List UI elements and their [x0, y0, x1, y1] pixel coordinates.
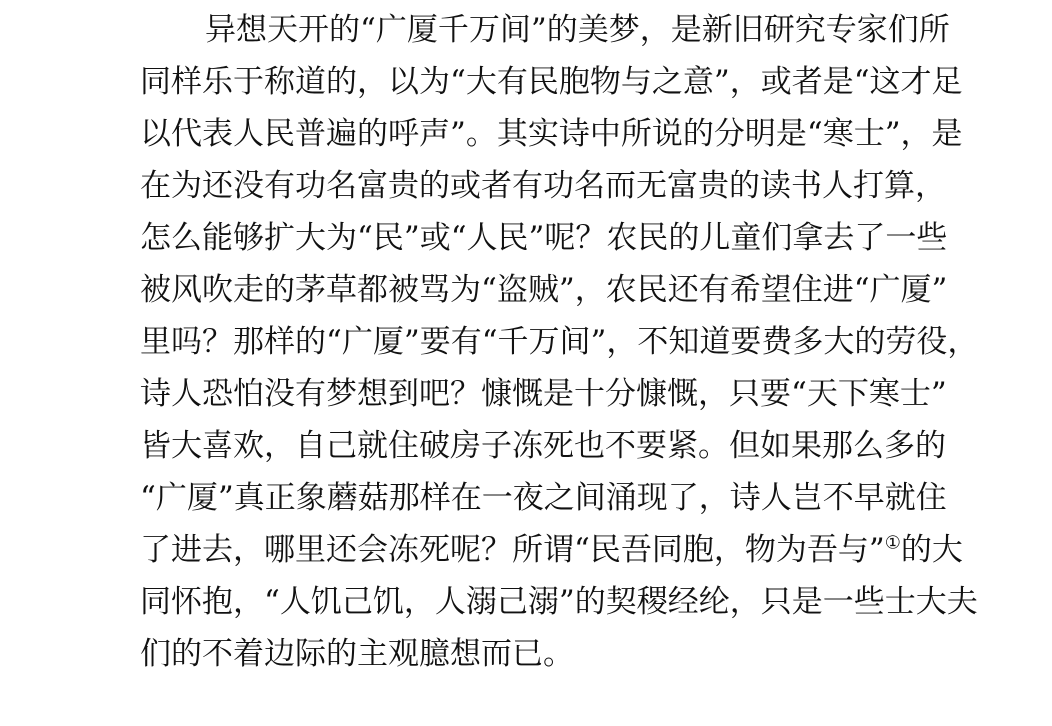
paragraph-line-5: 怎么能够扩大为“民”或“人民”呢？农民的儿童们拿去了一些 [140, 220, 948, 256]
paragraph-line-13: 们的不着边际的主观臆想而已。 [140, 636, 574, 672]
paragraph-line-12: 同怀抱，“人饥己饥，人溺己溺”的契稷经纶，只是一些士大夫 [140, 584, 978, 620]
paragraph-line-8: 诗人恐怕没有梦想到吧？慷慨是十分慷慨，只要“天下寒士” [140, 376, 947, 412]
paragraph-line-1: 异想天开的“广厦千万间”的美梦，是新旧研究专家们所 [205, 12, 950, 48]
paragraph-line-10: “广厦”真正象蘑菇那样在一夜之间涌现了，诗人岂不早就住 [140, 480, 947, 516]
paragraph-line-6: 被风吹走的茅草都被骂为“盗贼”，农民还有希望住进“广厦” [140, 272, 948, 308]
paragraph-line-2: 同样乐于称道的，以为“大有民胞物与之意”，或者是“这才足 [140, 64, 963, 100]
paragraph-line-3: 以代表人民普遍的呼声”。其实诗中所说的分明是“寒士”，是 [140, 116, 963, 152]
paragraph-line-11-tail: 的大 [900, 532, 963, 568]
paragraph-line-7: 里吗？那样的“广厦”要有“千万间”，不知道要费多大的劳役， [140, 324, 979, 360]
paragraph-line-4: 在为还没有功名富贵的或者有功名而无富贵的读书人打算， [140, 168, 946, 204]
paragraph-line-9: 皆大喜欢，自己就住破房子冻死也不要紧。但如果那么多的 [140, 428, 946, 464]
paragraph-line-11 [140, 524, 963, 576]
footnote-marker[interactable]: ① [884, 532, 901, 554]
paragraph-line-11-text: 了进去，哪里还会冻死呢？所谓“民吾同胞，物为吾与” [140, 532, 885, 568]
